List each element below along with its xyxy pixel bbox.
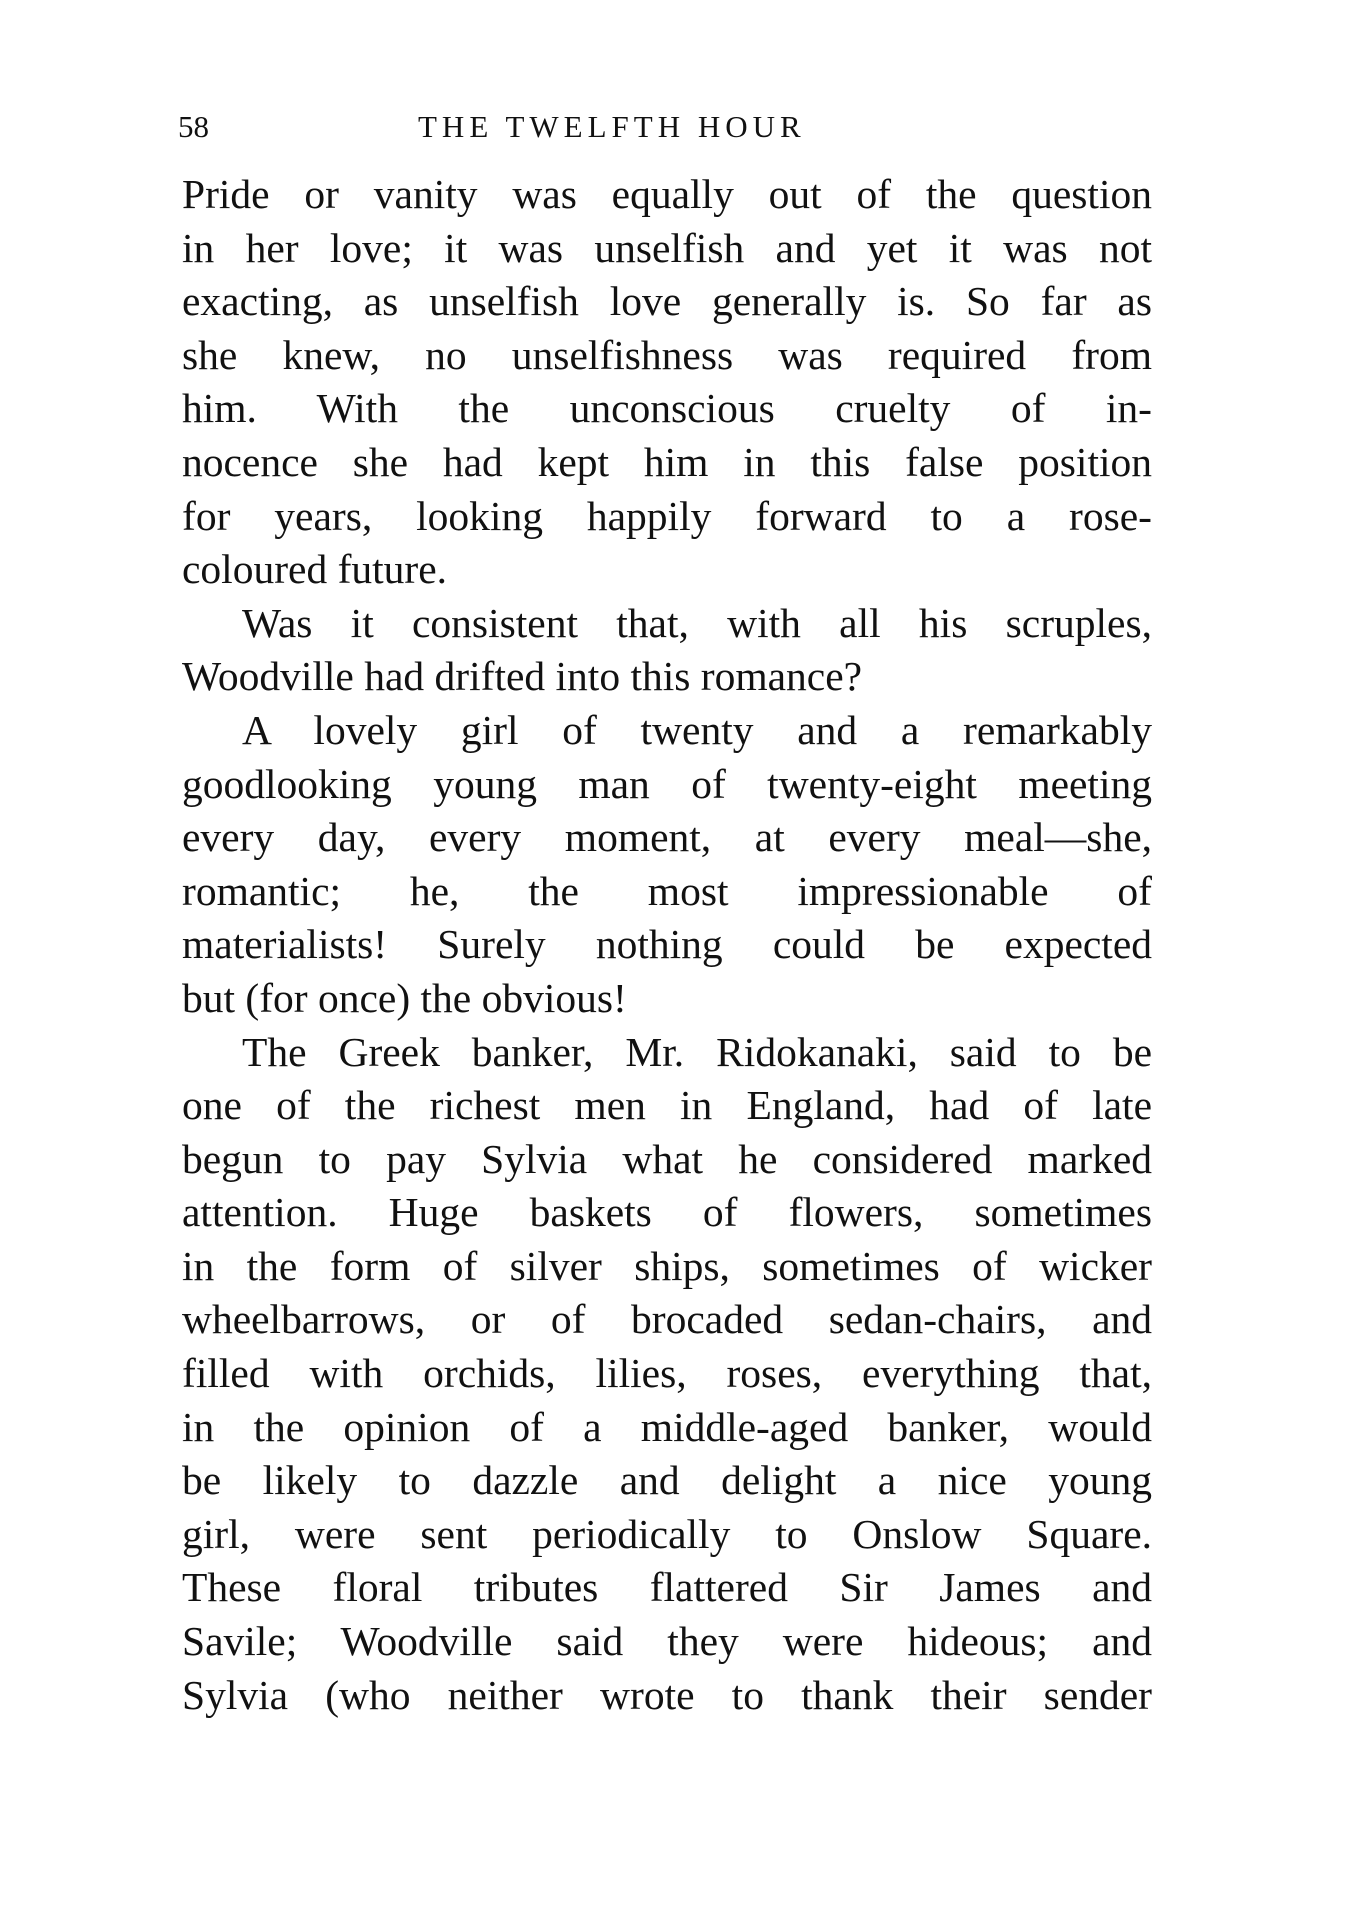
text-line: Savile; Woodville said they were hideous; and: [182, 1618, 1152, 1665]
text-line: coloured future.: [182, 546, 448, 593]
text-line: begun to pay Sylvia what he considered marked: [182, 1135, 1152, 1182]
text-line: Pride or vanity was equally out of the question: [182, 171, 1152, 217]
text-line: girl, were sent periodically to Onslow Square.: [182, 1510, 1152, 1557]
text-line: in the opinion of a middle-aged banker, would: [182, 1403, 1152, 1450]
text-line: nocence she had kept him in this false position: [182, 438, 1152, 485]
paragraph-4: [182, 1026, 1152, 1723]
paragraph-3: [182, 704, 1152, 1026]
text-line: attention. Huge baskets of flowers, sometimes: [182, 1189, 1152, 1236]
page-header: [178, 102, 1178, 152]
text-line: in the form of silver ships, sometimes of wicker: [182, 1242, 1152, 1289]
page-number: 58: [178, 109, 209, 144]
text-line: These floral tributes flattered Sir James and: [182, 1564, 1152, 1611]
paragraph-2: [182, 597, 1152, 704]
body-text: [182, 168, 1152, 1722]
text-line: one of the richest men in England, had of late: [182, 1082, 1152, 1129]
text-line: materialists! Surely nothing could be expected: [182, 921, 1152, 968]
text-line: him. With the unconscious cruelty of in-: [182, 385, 1152, 432]
text-line: The Greek banker, Mr. Ridokanaki, said to be: [242, 1028, 1152, 1075]
text-line: Was it consistent that, with all his scruples,: [242, 599, 1152, 646]
text-line: for years, looking happily forward to a rose-: [182, 492, 1152, 539]
text-line: Sylvia (who neither wrote to thank their sender: [182, 1671, 1152, 1718]
text-line: A lovely girl of twenty and a remarkably: [242, 706, 1152, 753]
paragraph-1: [182, 168, 1152, 597]
text-line: but (for once) the obvious!: [182, 974, 627, 1021]
text-line: filled with orchids, lilies, roses, everything that,: [182, 1350, 1152, 1397]
text-line: in her love; it was unselfish and yet it was not: [182, 224, 1152, 271]
text-line: romantic; he, the most impressionable of: [182, 867, 1152, 914]
text-line: wheelbarrows, or of brocaded sedan-chairs, and: [182, 1296, 1152, 1343]
text-line: she knew, no unselfishness was required from: [182, 331, 1152, 378]
running-title: THE TWELFTH HOUR: [418, 109, 806, 144]
text-line: be likely to dazzle and delight a nice young: [182, 1457, 1152, 1504]
text-line: every day, every moment, at every meal—she,: [182, 814, 1152, 861]
text-line: exacting, as unselfish love generally is. So far as: [182, 278, 1152, 325]
text-line: Woodville had drifted into this romance?: [182, 653, 863, 700]
text-line: goodlooking young man of twenty-eight meeting: [182, 760, 1152, 807]
